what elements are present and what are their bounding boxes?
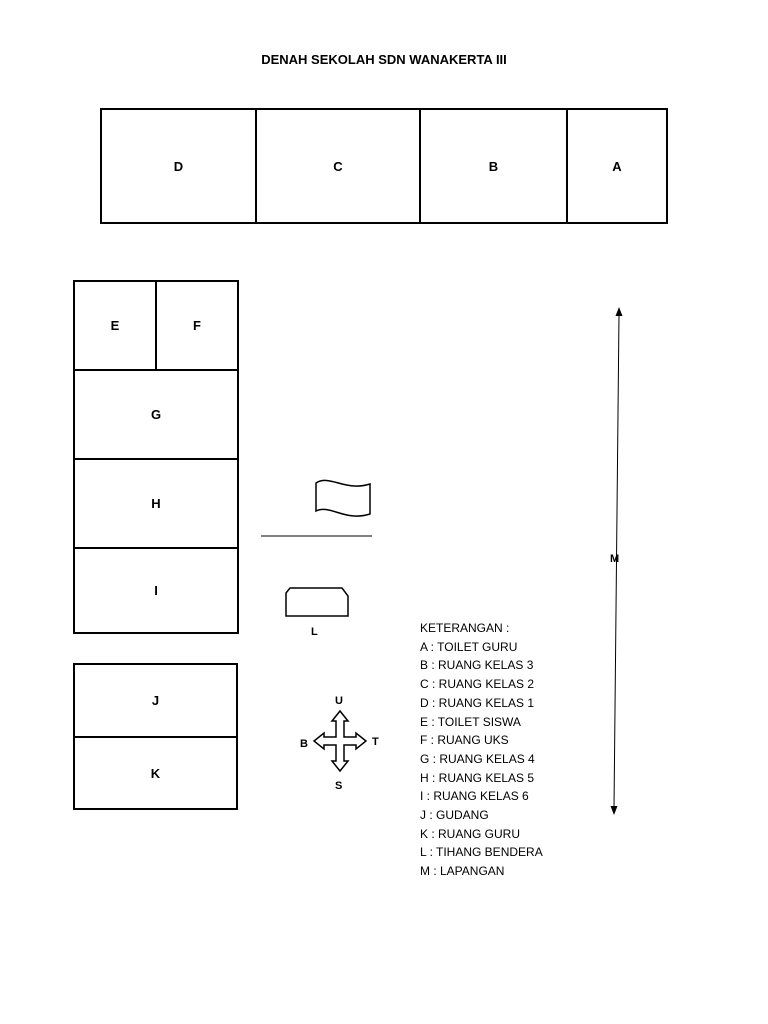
compass-arrows-icon (314, 711, 366, 771)
room-f: F (155, 280, 239, 371)
room-j: J (73, 663, 238, 738)
compass-east-label: T (372, 736, 379, 748)
flagpole-label: L (311, 626, 318, 638)
room-g: G (73, 369, 239, 460)
compass-north-label: U (335, 695, 343, 707)
legend-item: J : GUDANG (420, 808, 489, 823)
room-a: A (566, 108, 668, 224)
room-c: C (255, 108, 421, 224)
field-arrow-up-icon (616, 307, 623, 316)
legend-item: B : RUANG KELAS 3 (420, 658, 534, 673)
compass-west-label: B (300, 738, 308, 750)
legend-item: M : LAPANGAN (420, 864, 505, 879)
field-label: M (610, 553, 620, 565)
legend-item: H : RUANG KELAS 5 (420, 770, 535, 785)
room-d: D (100, 108, 257, 224)
room-b: B (419, 108, 568, 224)
legend-item: D : RUANG KELAS 1 (420, 695, 535, 710)
legend-item: I : RUANG KELAS 6 (420, 789, 529, 804)
flag-icon (316, 480, 370, 516)
field-arrow-down-icon (611, 806, 618, 815)
legend-item: L : TIHANG BENDERA (420, 845, 543, 860)
legend-heading: KETERANGAN : (420, 621, 510, 635)
legend (420, 619, 543, 881)
page-title: DENAH SEKOLAH SDN WANAKERTA III (261, 52, 507, 67)
legend-item: F : RUANG UKS (420, 733, 509, 748)
room-i: I (73, 547, 239, 634)
flagpole-base-shape (286, 588, 348, 616)
legend-item: E : TOILET SISWA (420, 714, 521, 729)
legend-item: K : RUANG GURU (420, 826, 521, 841)
legend-item: A : TOILET GURU (420, 639, 518, 654)
room-k: K (73, 736, 238, 810)
compass-south-label: S (335, 780, 343, 792)
legend-item: C : RUANG KELAS 2 (420, 677, 535, 692)
room-h: H (73, 458, 239, 549)
room-e: E (73, 280, 157, 371)
legend-item: G : RUANG KELAS 4 (420, 751, 535, 766)
